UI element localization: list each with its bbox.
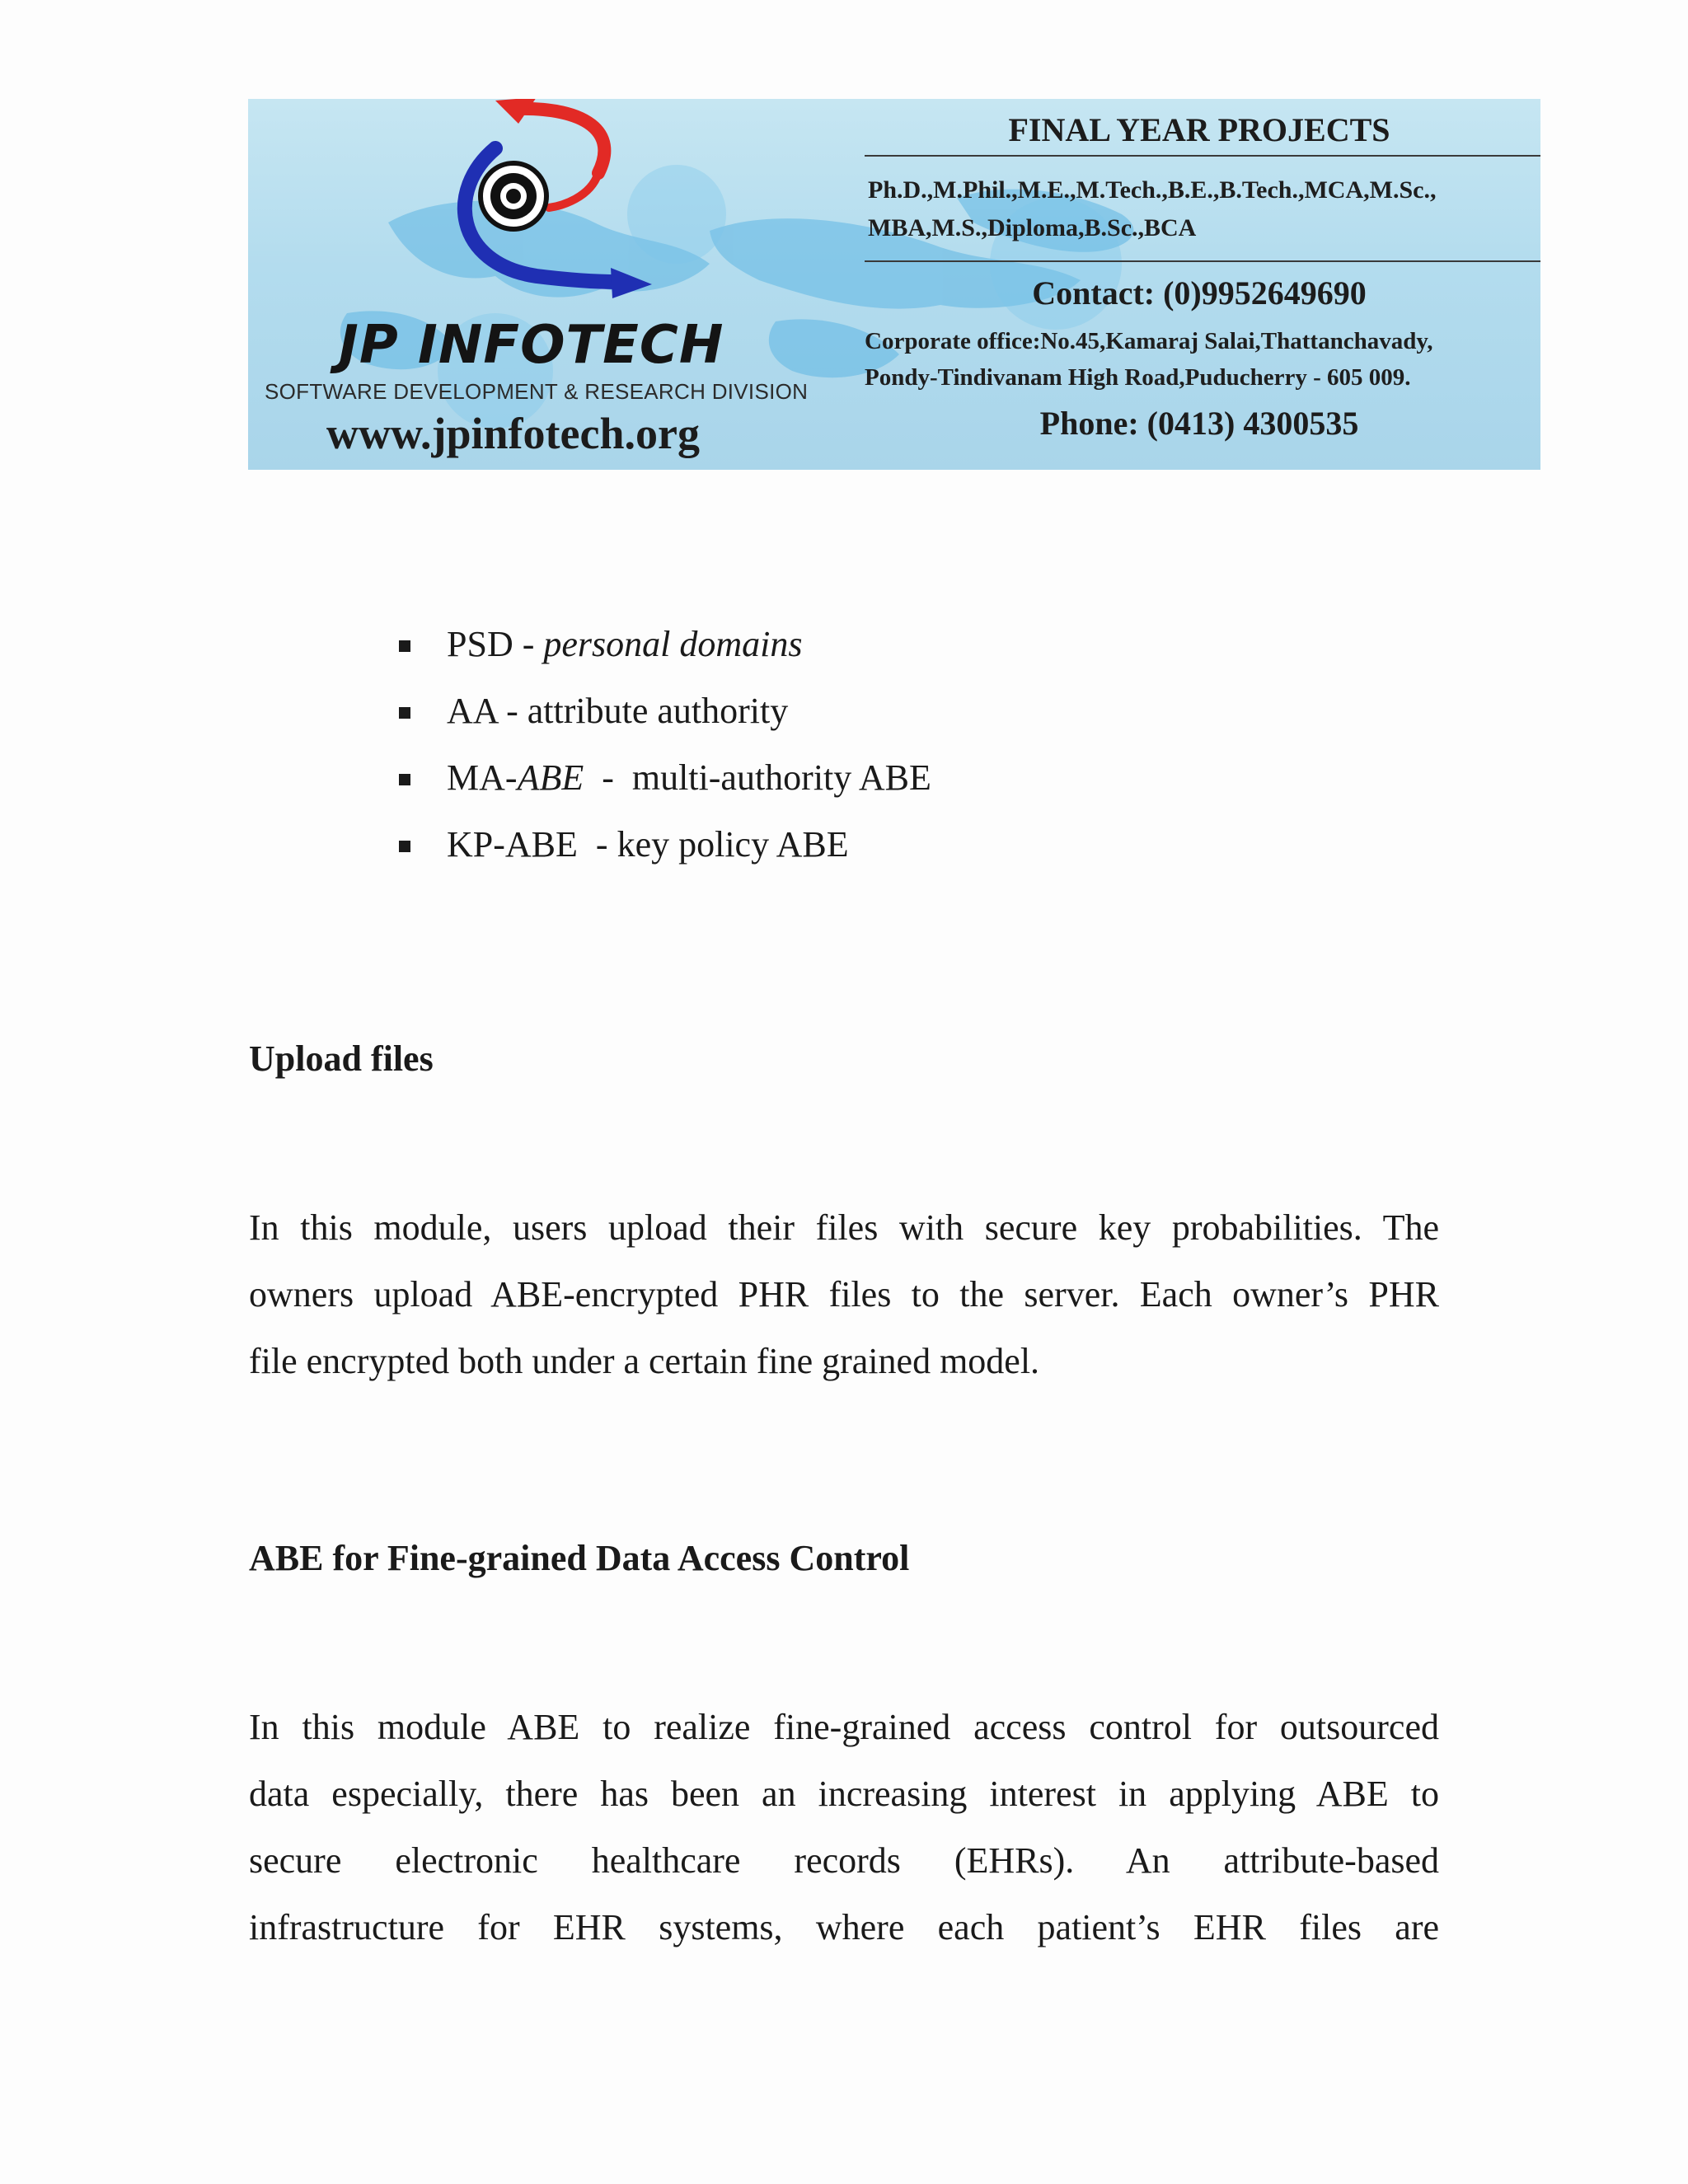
brand-tagline: SOFTWARE DEVELOPMENT & RESEARCH DIVISION: [265, 379, 809, 404]
contact-number: Contact: (0)9952649690: [1032, 274, 1367, 312]
banner-divider: [865, 155, 1540, 157]
square-bullet-icon: [399, 707, 410, 719]
abbr-term: PSD: [447, 624, 513, 664]
abbr-separator: -: [577, 824, 617, 865]
square-bullet-icon: [399, 640, 410, 652]
paragraph-line: infrastructure for EHR systems, where each patient’s EHR files are: [249, 1907, 1439, 1947]
abbr-separator: -: [513, 624, 544, 664]
address-line: Pondy-Tindivanam High Road,Puducherry - 605 009.: [865, 364, 1411, 391]
paragraph-line: data especially, there has been an increasing interest in applying ABE to: [249, 1774, 1439, 1814]
abbr-separator: -: [497, 691, 528, 731]
abbr-term: AA: [447, 691, 498, 731]
section-paragraph: [249, 1194, 1439, 1394]
degrees-line: MBA,M.S.,Diploma,B.Sc.,BCA: [868, 214, 1197, 241]
office-address: [865, 323, 1433, 396]
abbr-term: KP-ABE: [447, 824, 578, 865]
paragraph-line: In this module, users upload their files with secure key probabilities. The: [249, 1207, 1439, 1248]
brand-name: JP INFOTECH: [339, 315, 724, 376]
section-heading: Upload files: [249, 1038, 434, 1079]
brand-url: www.jpinfotech.org: [326, 409, 700, 458]
abbr-description: key policy ABE: [617, 824, 849, 865]
banner-divider: [865, 260, 1540, 262]
header-banner: [248, 99, 1540, 470]
logo-icon: [372, 99, 833, 346]
list-item: [399, 752, 931, 818]
abbr-term-prefix: MA-: [447, 757, 518, 798]
degrees-text: [868, 171, 1436, 247]
square-bullet-icon: [399, 841, 410, 852]
address-line: Corporate office:No.45,Kamaraj Salai,Thattanchavady,: [865, 328, 1433, 354]
paragraph-line: secure electronic healthcare records (EHRs). An attribute-based: [249, 1840, 1439, 1881]
paragraph-line: file encrypted both under a certain fine grained model.: [249, 1341, 1040, 1381]
abbr-term-italic: ABE: [517, 757, 584, 798]
paragraph-line: owners upload ABE-encrypted PHR files to the server. Each owner’s PHR: [249, 1274, 1439, 1315]
banner-info: [858, 99, 1540, 470]
paragraph-line: In this module ABE to realize fine-grained access control for outsourced: [249, 1707, 1439, 1747]
banner-title: FINAL YEAR PROJECTS: [1008, 111, 1390, 148]
square-bullet-icon: [399, 774, 410, 785]
abbreviation-list: [399, 618, 931, 885]
list-item: [399, 685, 931, 752]
abbr-description: attribute authority: [527, 691, 789, 731]
list-item: [399, 618, 931, 685]
section-heading: ABE for Fine-grained Data Access Control: [249, 1538, 910, 1578]
degrees-line: Ph.D.,M.Phil.,M.E.,M.Tech.,B.E.,B.Tech.,MCA,M.Sc.,: [868, 176, 1437, 204]
abbr-separator: -: [584, 757, 632, 798]
phone-number: Phone: (0413) 4300535: [1039, 405, 1359, 442]
abbr-description: multi-authority ABE: [631, 757, 931, 798]
section-paragraph: [249, 1694, 1439, 1961]
list-item: [399, 818, 931, 885]
abbr-description: personal domains: [543, 624, 803, 664]
